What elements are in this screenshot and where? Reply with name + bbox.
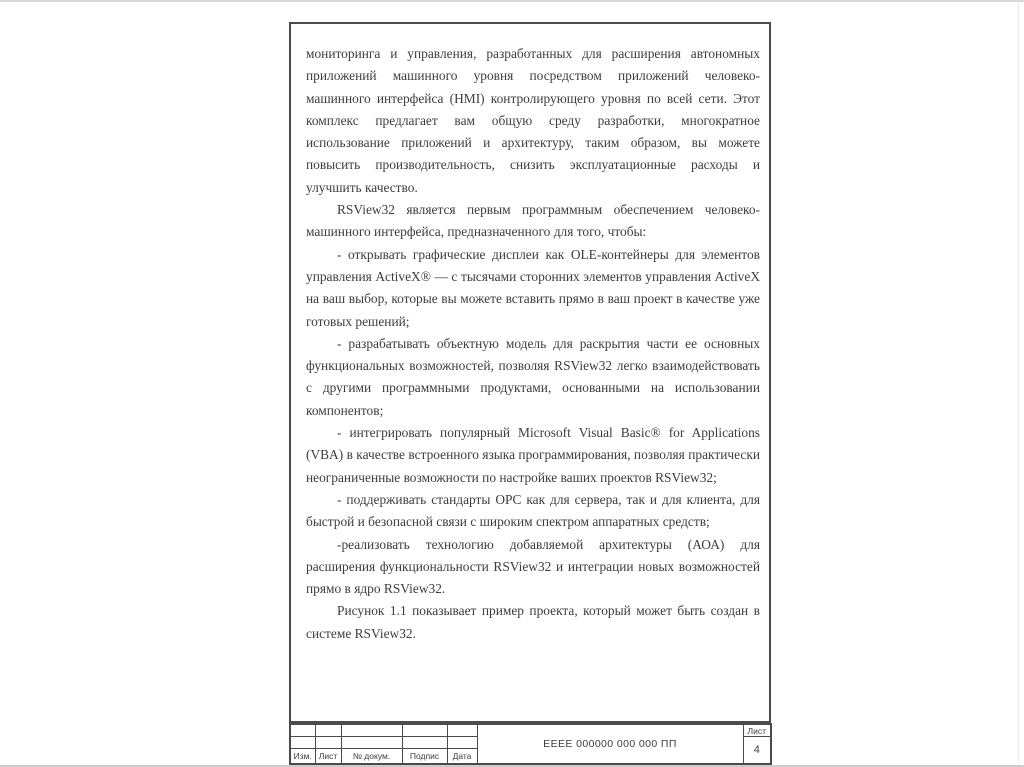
column-header-dokum: № докум. [341, 749, 402, 765]
revision-cell-empty [290, 724, 315, 737]
revision-cell-empty [402, 737, 447, 749]
column-header-izm: Изм. [290, 749, 315, 765]
revision-cell-empty [447, 724, 477, 737]
paragraph-intro-continued: мониторинга и управления, разработанных для расширения автономных приложений машинного уровня посредством приложений человеко-машинного интерфейса (HMI) контролирующего уровня по всей сети. Этот комплекс предлагает вам общую среду разработки, многократное использование приложений и архитектуру, таким образом, вы можете повысить производительность, снизить эксплуатационные расходы и улучшить качество. [306, 46, 760, 195]
document-code: ЕЕЕЕ 000000 000 000 ПП [477, 724, 743, 764]
paragraph-bullet-vba: - интегрировать популярный Microsoft Visual Basic® for Applications (VBA) в качестве встроенного языка программирования, позволяя практически неограниченные возможности по настройке ваших проектов RSView32; [306, 425, 760, 485]
document-body-text [291, 24, 769, 645]
paragraph-bullet-ole: - открывать графические дисплеи как OLE-контейнеры для элементов управления ActiveX® — с тысячами сторонних элементов управления ActiveX на ваш выбор, которые вы можете вставить прямо в ваш проект в качестве уже готовых решений; [306, 246, 760, 329]
paragraph-bullet-aoa: -реализовать технологию добавляемой архитектуры (АОА) для расширения функциональности RSView32 и интеграции новых возможностей прямо в ядро RSView32. [306, 536, 760, 597]
sheet-number: 4 [743, 737, 771, 765]
revision-cell-empty [290, 737, 315, 749]
paragraph-bullet-object-model: - разрабатывать объектную модель для раскрытия части ее основных функциональных возможностей, позволяя RSView32 легко взаимодействовать с другими программными продуктами, основанными на использовании компонентов; [306, 335, 760, 418]
title-block [289, 723, 772, 765]
column-header-podpis: Подпис [402, 749, 447, 765]
column-header-list: Лист [315, 749, 341, 765]
document-frame [289, 22, 771, 723]
slide-right-edge-line [1018, 2, 1019, 765]
slide-top-edge-line [0, 0, 1024, 2]
column-header-data: Дата [447, 749, 477, 765]
paragraph-rsview-intro: RSView32 является первым программным обеспечением человеко-машинного интерфейса, предназначенного для того, чтобы: [306, 202, 760, 240]
revision-cell-empty [341, 737, 402, 749]
paragraph-figure-reference: Рисунок 1.1 показывает пример проекта, который может быть создан в системе RSView32. [306, 603, 760, 641]
paragraph-bullet-opc: - поддерживать стандарты OPC как для сервера, так и для клиента, для быстрой и безопасной связи с широким спектром аппаратных средств; [306, 491, 760, 530]
revision-cell-empty [447, 737, 477, 749]
revision-cell-empty [341, 724, 402, 737]
sheet-label: Лист [743, 724, 771, 737]
revision-cell-empty [315, 724, 341, 737]
revision-cell-empty [402, 724, 447, 737]
revision-cell-empty [315, 737, 341, 749]
